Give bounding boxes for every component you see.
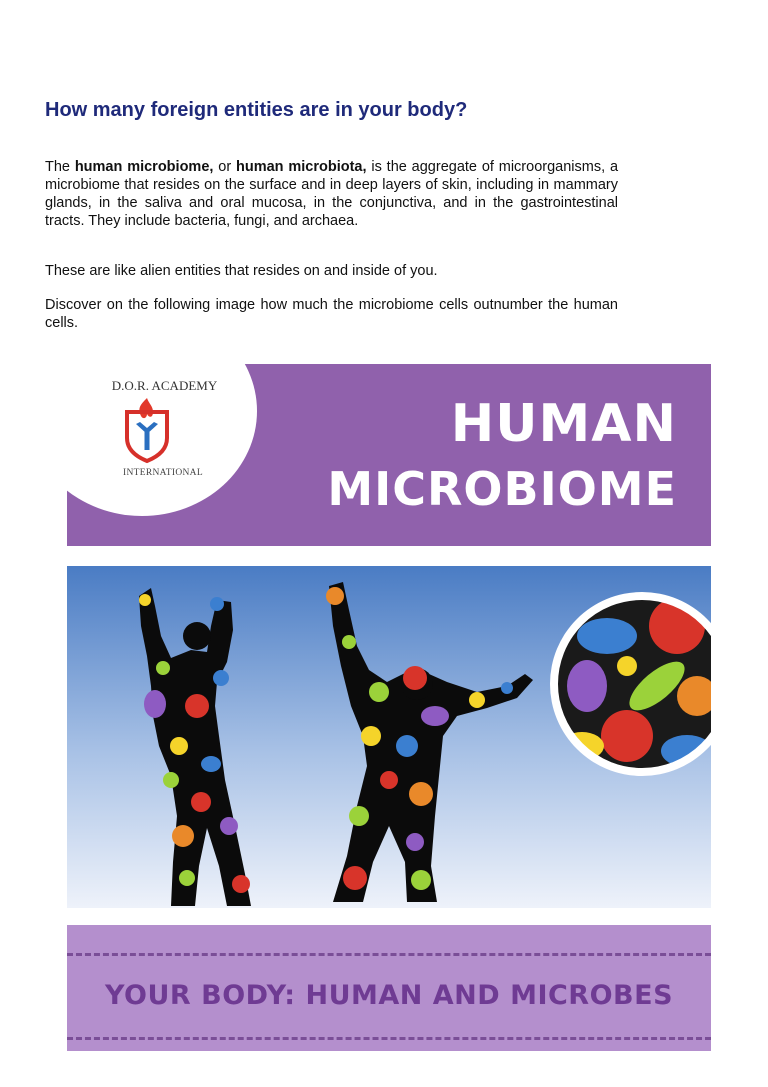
term-human-microbiome: human microbiome, [74,159,214,175]
intro-or: or [213,159,236,175]
term-human-microbiota: human microbiota, [236,159,367,175]
alien-paragraph: These are like alien entities that resides on and inside of you. [45,263,438,279]
intro-rest: is the aggregate of microorganisms, a microbiome that resides on the surface and in deep layers of skin, including in mammary glands, in the saliva and oral mucosa, in the conjunctiva, and in the gastrointestinal tracts. They include bacteria, fungi, and archaea. [45,159,619,229]
poster-title-line2: MICROBIOME [327,462,677,516]
dashed-divider-top [67,953,711,956]
poster-footer [67,925,711,1051]
microbiome-illustration [67,566,711,908]
poster-footer-text: YOUR BODY: HUMAN AND MICROBES [104,980,674,1011]
poster-title-line1: HUMAN [450,394,677,454]
discover-paragraph: Discover on the following image how much the microbiome cells outnumber the human cells. [45,297,618,331]
intro-paragraph [45,158,618,230]
page-heading: How many foreign entities are in your body? [45,99,468,121]
intro-prefix: The [45,159,75,175]
dashed-divider-bottom [67,1037,711,1040]
academy-shield-icon [119,394,175,464]
poster-header [67,364,711,546]
logo-international-text: INTERNATIONAL [123,468,203,478]
logo-academy-text: D.O.R. ACADEMY [111,378,218,393]
